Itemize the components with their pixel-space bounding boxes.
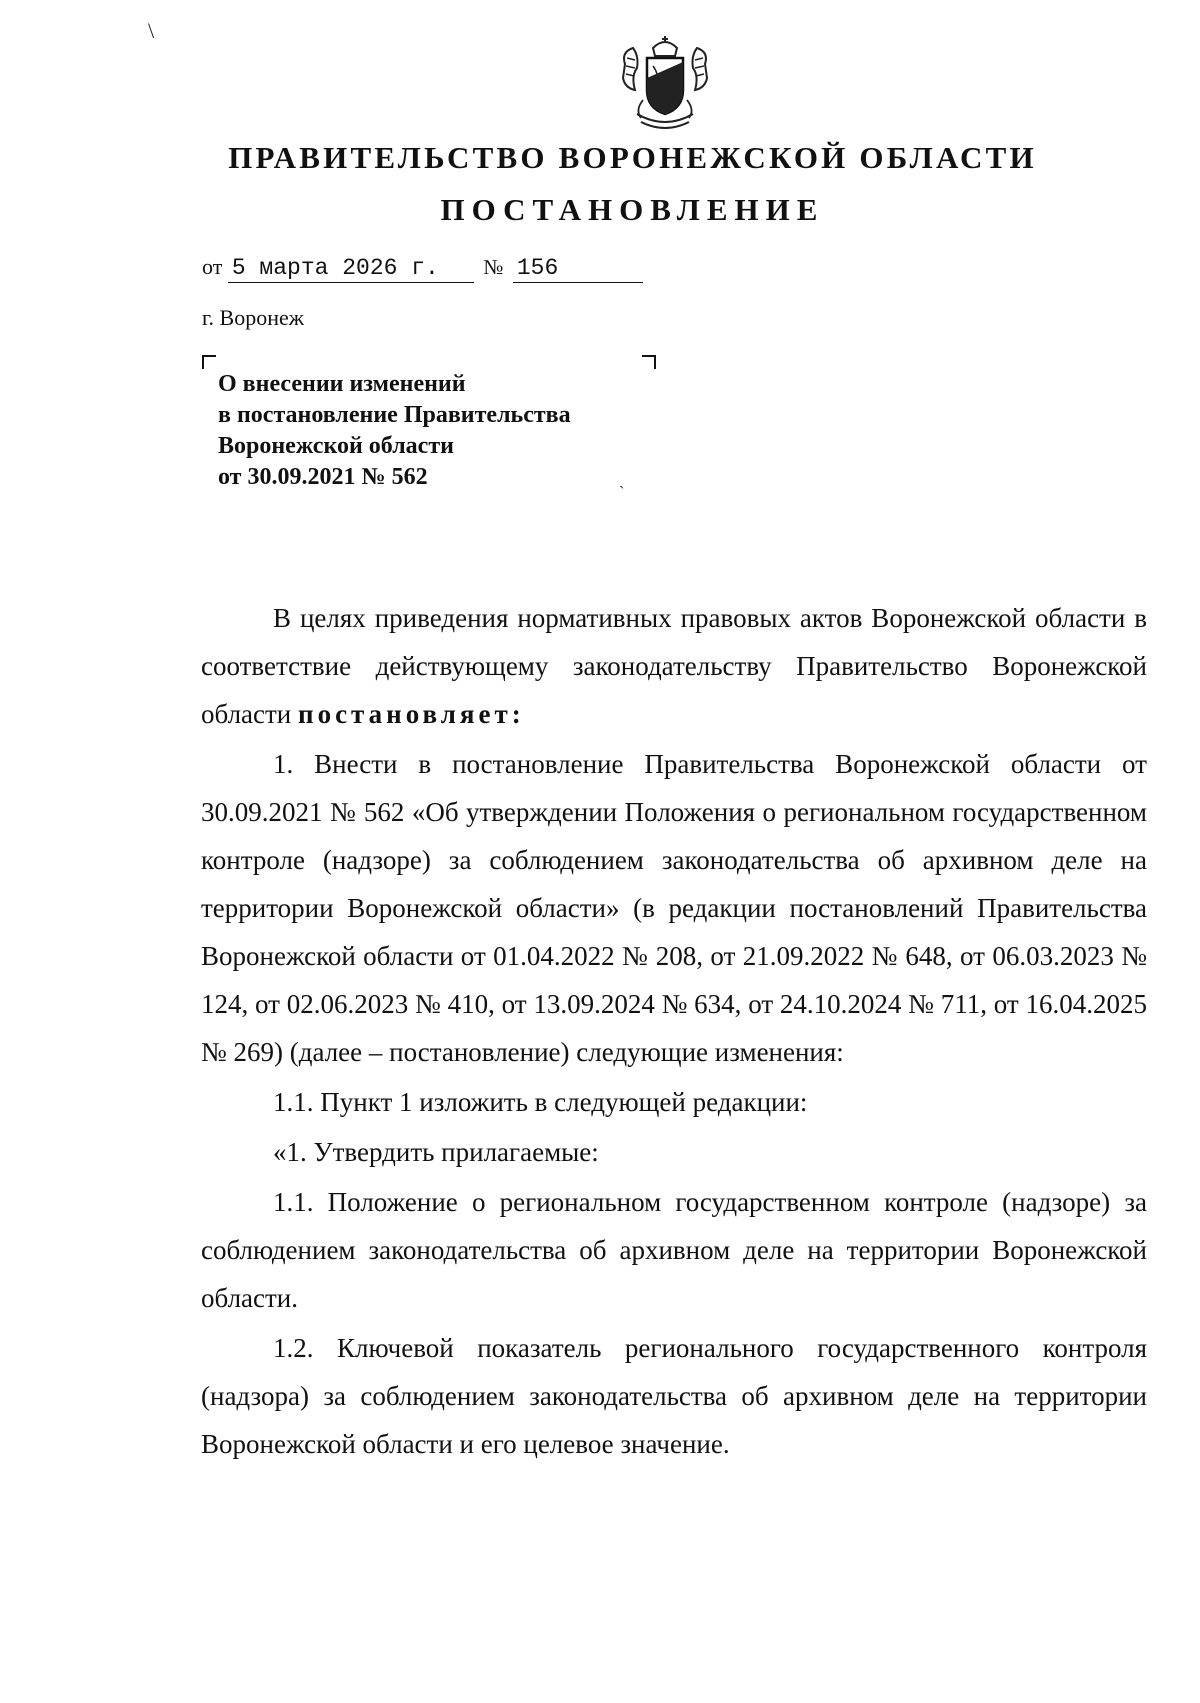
date-prefix: от bbox=[202, 254, 223, 279]
document-body bbox=[201, 594, 1147, 1468]
document-subject bbox=[218, 369, 571, 493]
document-details bbox=[202, 254, 643, 283]
paragraph-quoted-1-1: 1.1. Положение о региональном государственном контроле (надзоре) за соблюдением законодательства об архивном деле на территории Воронежской области. bbox=[201, 1187, 1147, 1313]
document-type: ПОСТАНОВЛЕНИЕ bbox=[440, 192, 825, 227]
paragraph-1: 1. Внести в постановление Правительства Воронежской области от 30.09.2021 № 562 «Об утверждении Положения о региональном государственном контроле (надзоре) за соблюдением законодательства об архивном деле на территории Воронежской области» (в редакции постановлений Правительства Воронежской области от 01.04.2022 № 208, от 21.09.2022 № 648, от 06.03.2023 № 124, от 02.06.2023 № 410, от 13.09.2024 № 634, от 24.10.2024 № 711, от 16.04.2025 № 269) (далее – постановление) следующие изменения: bbox=[201, 749, 1147, 1067]
paragraph-quoted-1-2: 1.2. Ключевой показатель регионального государственного контроля (надзора) за соблюдением законодательства об архивном деле на территории Воронежской области и его целевое значение. bbox=[201, 1333, 1147, 1459]
document-date: 5 марта 2026 г. bbox=[228, 255, 474, 283]
subject-line: О внесении изменений bbox=[218, 371, 466, 397]
number-label: № bbox=[483, 255, 504, 279]
government-name: ПРАВИТЕЛЬСТВО ВОРОНЕЖСКОЙ ОБЛАСТИ bbox=[228, 140, 1037, 175]
document-city: г. Воронеж bbox=[202, 305, 304, 330]
coat-of-arms-icon bbox=[617, 34, 713, 134]
paragraph-1-1: 1.1. Пункт 1 изложить в следующей редакции: bbox=[273, 1087, 808, 1117]
subject-line: Воронежской области bbox=[218, 433, 454, 459]
subject-corner-right bbox=[642, 355, 656, 369]
preamble-text: В целях приведения нормативных правовых актов Воронежской области в соответствие действующему законодательству Правительство Воронежской области bbox=[201, 603, 1147, 729]
subject-line: от 30.09.2021 № 562 bbox=[218, 464, 428, 490]
document-number: 156 bbox=[513, 255, 643, 283]
scan-mark: \ bbox=[148, 18, 155, 43]
scan-mark: ` bbox=[619, 484, 625, 501]
subject-line: в постановление Правительства bbox=[218, 402, 571, 428]
resolves-word: постановляет: bbox=[298, 699, 525, 729]
preamble-paragraph bbox=[201, 594, 1147, 738]
subject-corner-left bbox=[202, 355, 216, 369]
paragraph-approve: «1. Утвердить прилагаемые: bbox=[273, 1137, 599, 1167]
